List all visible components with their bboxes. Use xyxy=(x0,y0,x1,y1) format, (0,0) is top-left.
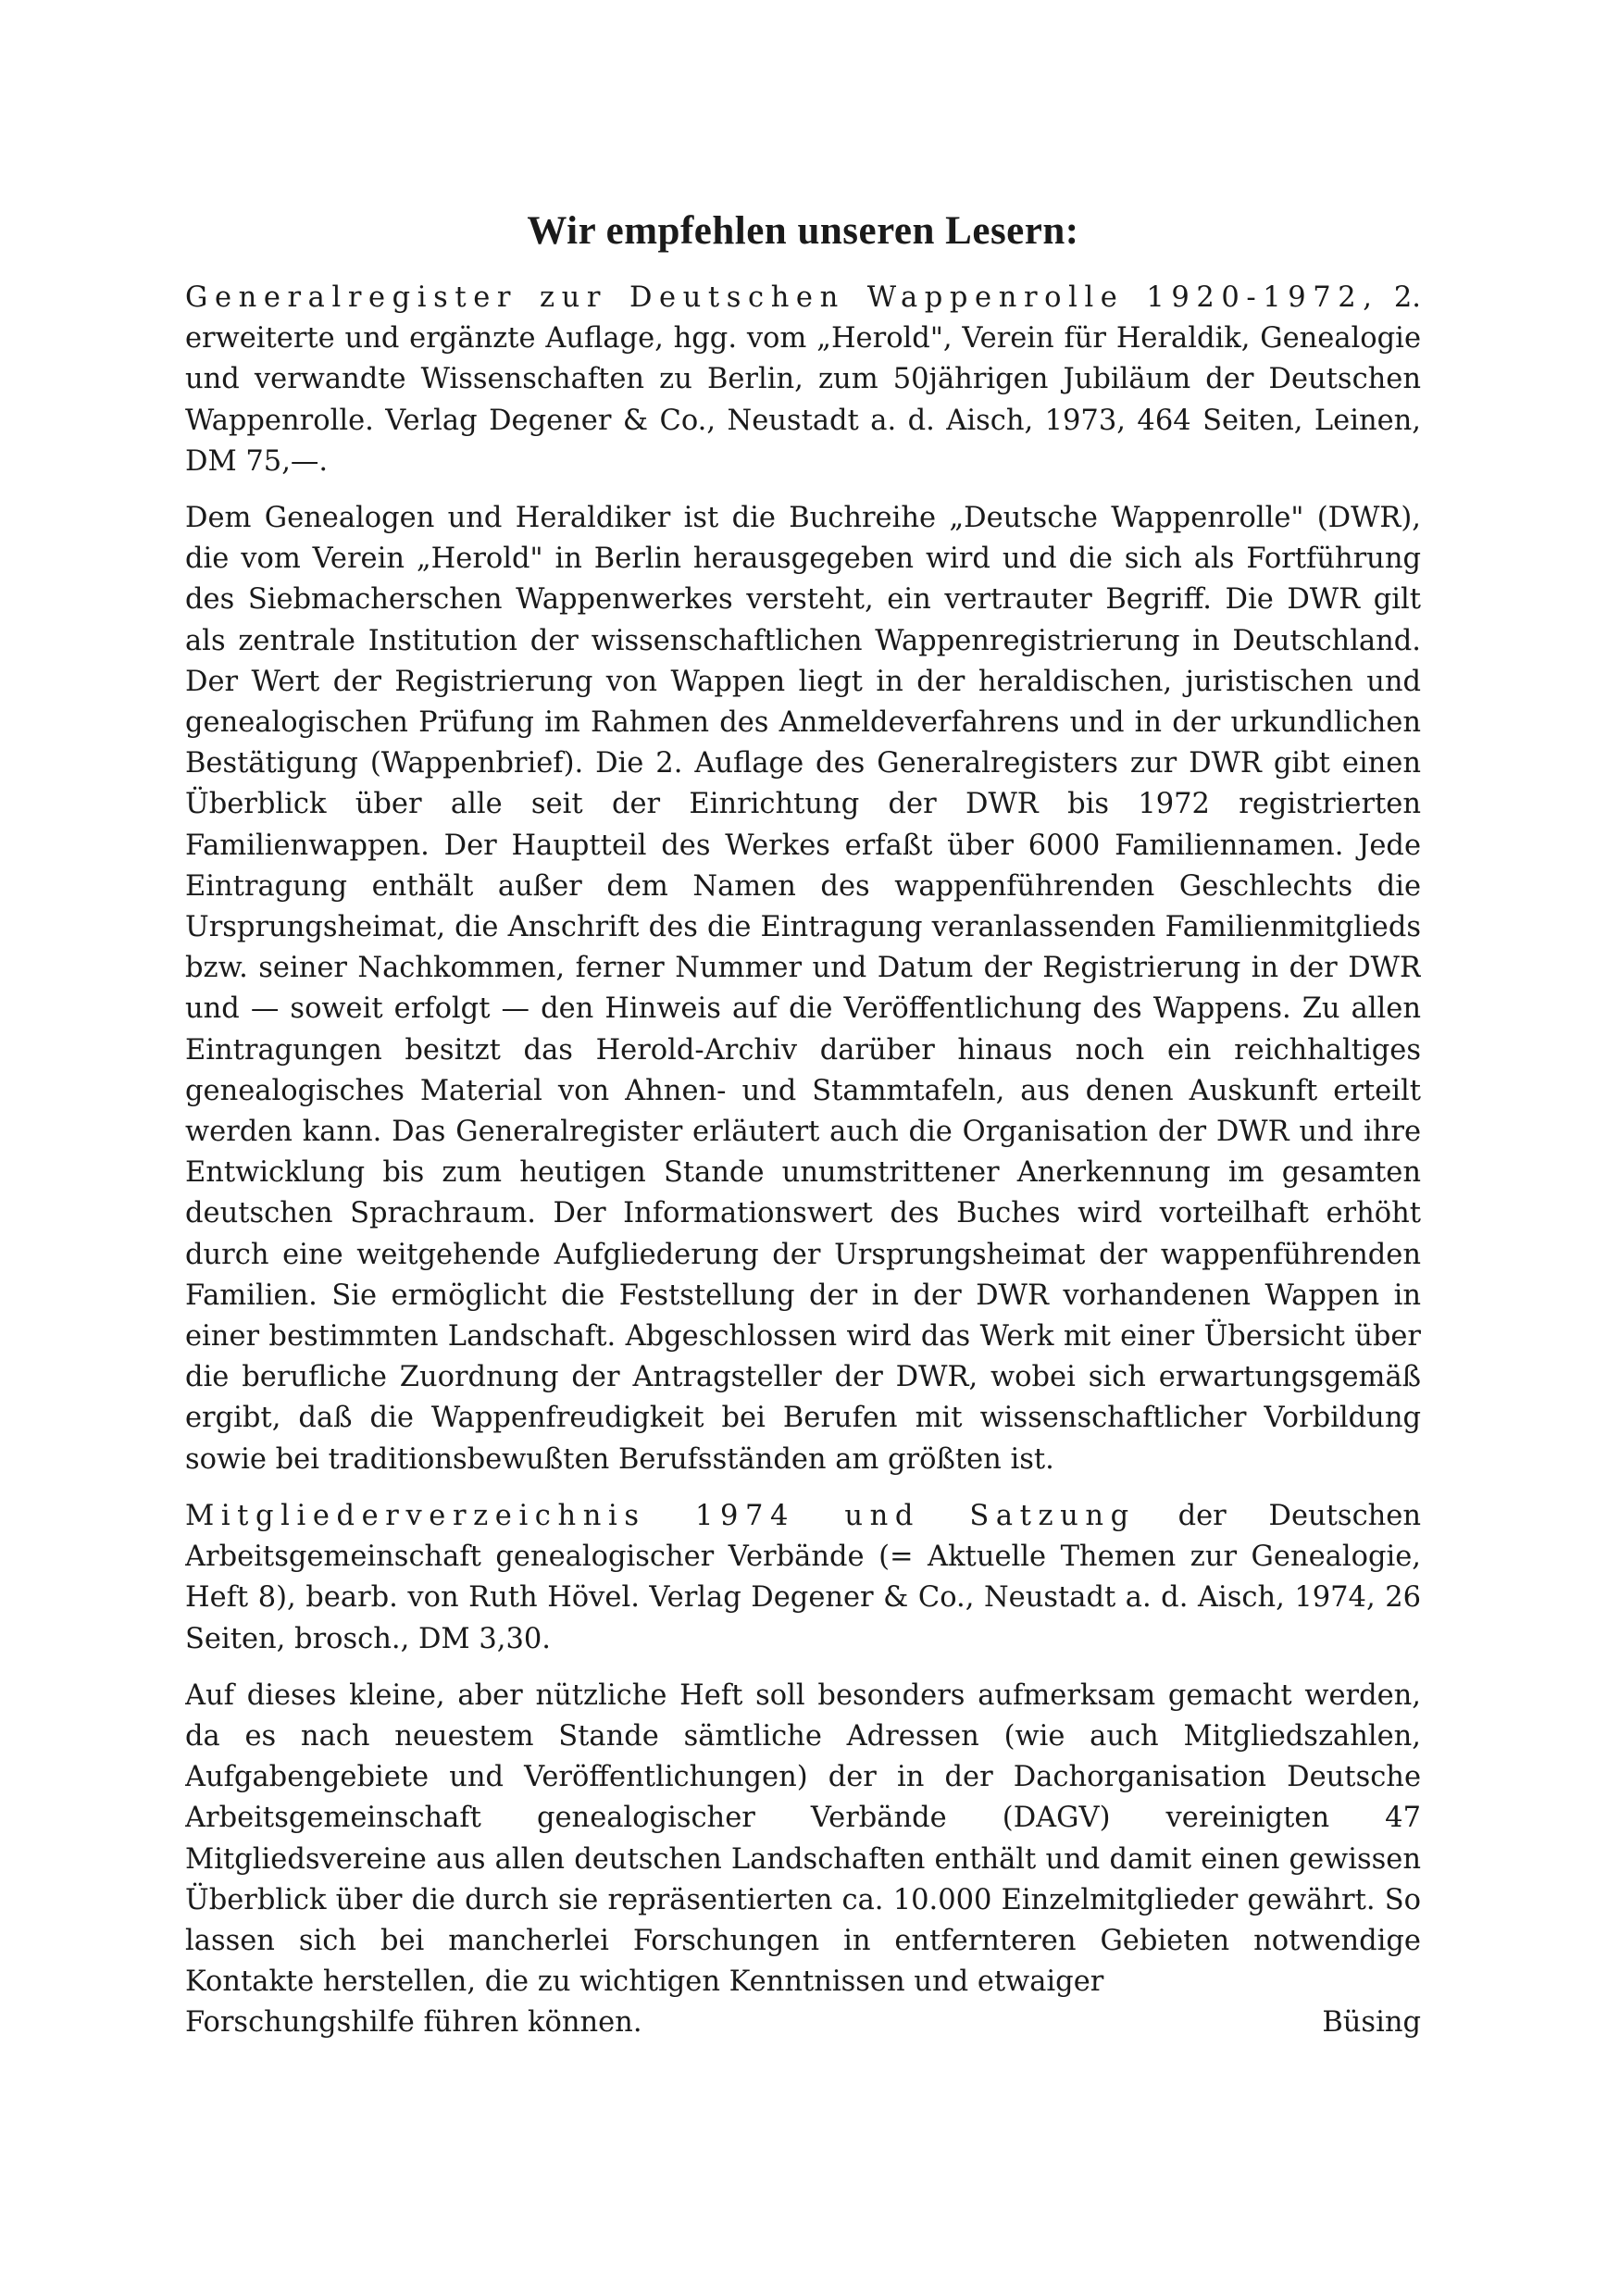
book-citation xyxy=(185,1496,1421,1660)
book-details: 2. erweiterte und ergänzte Auflage, hgg. vom „Herold", Verein für Heraldik, Genealogie und verwandte Wissenschaften zu Berlin, zum 50jährigen Jubiläum der Deutschen Wappenrolle. Verlag Degener & Co., Neustadt a. d. Aisch, 1973, 464 Seiten, Leinen, DM 75,—. xyxy=(185,281,1421,478)
reviewer-signature: Büsing xyxy=(1322,2006,1421,2040)
review-text: Dem Genealogen und Heraldiker ist die Buchreihe „Deutsche Wappenrolle" (DWR), die vom Verein „Herold" in Berlin herausgegeben wird und die sich als Fortführung des Siebmacherschen Wappenwerkes versteht, ein vertrauter Begriff. Die DWR gilt als zentrale Institution der wissenschaftlichen Wappenregistrierung in Deutschland. Der Wert der Registrierung von Wappen liegt in der heraldischen, juristischen und genealogischen Prüfung im Rahmen des Anmeldeverfahrens und in der urkundlichen Bestätigung (Wappenbrief). Die 2. Auflage des Generalregisters zur DWR gibt einen Überblick über alle seit der Einrichtung der DWR bis 1972 registrierten Familienwappen. Der Hauptteil des Werkes erfaßt über 6000 Familiennamen. Jede Eintragung enthält außer dem Namen des wappenführenden Geschlechts die Ursprungsheimat, die Anschrift des die Eintragung veranlassenden Familienmitglieds bzw. seiner Nachkommen, ferner Nummer und Datum der Registrierung in der DWR und — soweit erfolgt — den Hinweis auf die Veröffentlichung des Wappens. Zu allen Eintragungen besitzt das Herold-Archiv darüber hinaus noch ein reichhaltiges genealogisches Material von Ahnen- und Stammtafeln, aus denen Auskunft erteilt werden kann. Das Generalregister erläutert auch die Organisation der DWR und ihre Entwicklung bis zum heutigen Stande unumstrittener Anerkennung im gesamten deutschen Sprachraum. Der Informationswert des Buches wird vorteilhaft erhöht durch eine weitgehende Aufgliederung der Ursprungsheimat der wappenführenden Familien. Sie ermöglicht die Feststellung der in der DWR vorhandenen Wappen in einer bestimmten Landschaft. Abgeschlossen wird das Werk mit einer Übersicht über die berufliche Zuordnung der Antragsteller der DWR, wobei sich erwartungsgemäß ergibt, daß die Wappenfreudigkeit bei Berufen mit wissenschaftlicher Vorbildung sowie bei traditionsbewußten Berufsständen am größten ist. xyxy=(185,502,1421,1476)
book-citation xyxy=(185,278,1421,482)
review-2 xyxy=(185,1676,1421,2044)
book-title: Generalregister zur Deutschen Wappenrolle 1920-1972, xyxy=(185,281,1379,314)
book-entry-2 xyxy=(185,1496,1421,1660)
book-title: Mitgliederverzeichnis 1974 und Satzung xyxy=(185,1499,1136,1532)
book-entry-1 xyxy=(185,278,1421,482)
document-page xyxy=(185,185,1421,2166)
review-1 xyxy=(185,498,1421,1480)
review-text: Auf dieses kleine, aber nützliche Heft soll besonders aufmerksam gemacht werden, da es nach neuestem Stande sämtliche Adressen (wie auch Mitgliedszahlen, Aufgabengebiete und Veröffentlichungen) der in der Dachorganisation Deutsche Arbeitsgemeinschaft genealogischer Verbände (DAGV) vereinigten 47 Mitgliedsvereine aus allen deutschen Landschaften enthält und damit einen gewissen Überblick über die durch sie repräsentierten ca. 10.000 Einzelmitglieder gewährt. So lassen sich bei mancherlei Forschungen in entfernteren Gebieten notwendige Kontakte herstellen, die zu wichtigen Kenntnissen und etwaiger xyxy=(185,1678,1421,1999)
book-details: der Deutschen Arbeitsgemeinschaft genealogischer Verbände (= Aktuelle Themen zur Genealogie, Heft 8), bearb. von Ruth Hövel. Verlag Degener & Co., Neustadt a. d. Aisch, 1974, 26 Seiten, brosch., DM 3,30. xyxy=(185,1499,1421,1655)
review-closing-line xyxy=(185,2003,1421,2043)
page-heading: Wir empfehlen unseren Lesern: xyxy=(527,209,1079,253)
review-closing-text: Forschungshilfe führen können. xyxy=(185,2006,642,2040)
